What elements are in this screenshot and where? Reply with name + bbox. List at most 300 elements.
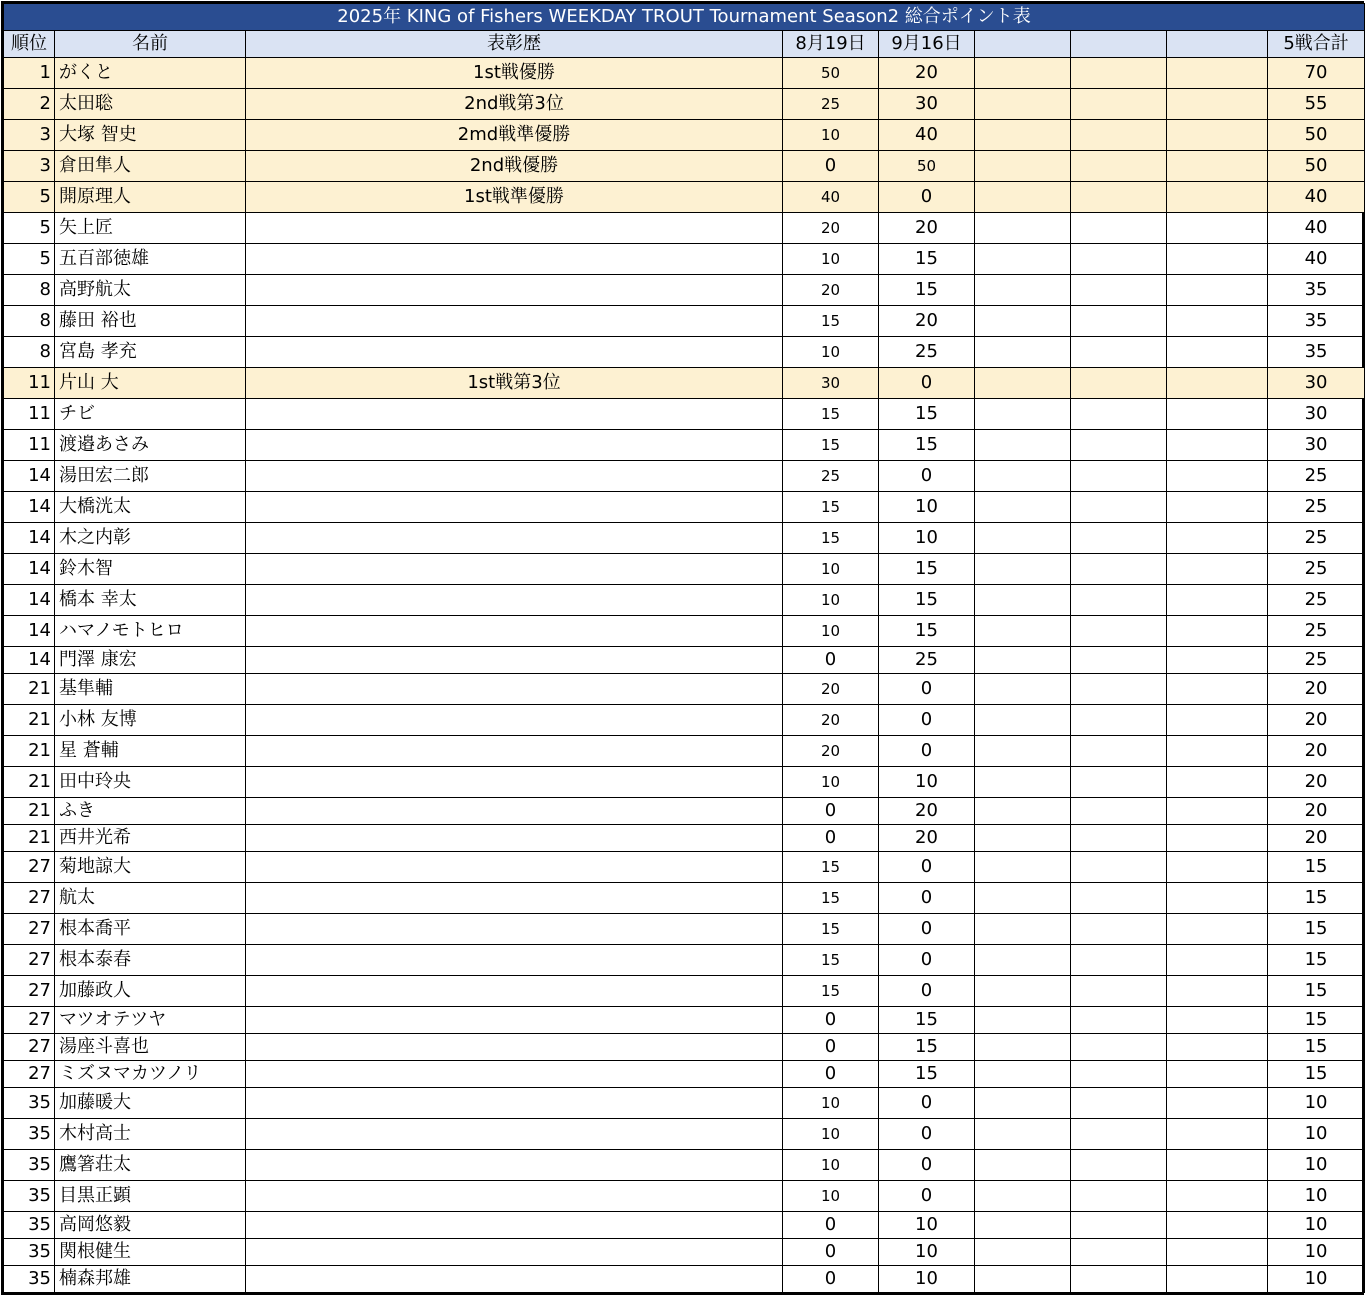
table-row [4,213,1365,244]
header-award: 表彰歴 [246,31,783,58]
name-cell: 五百部徳雄 [55,244,246,275]
name-cell: 田中玲央 [55,767,246,798]
award-cell [246,399,783,430]
round-1-cell: 0 [783,798,879,825]
round-3-cell [975,705,1071,736]
rank-cell: 35 [4,1150,55,1181]
round-2-cell: 0 [879,182,975,213]
name-cell: ハマノモトヒロ [55,616,246,647]
name-cell: マツオテツヤ [55,1007,246,1034]
round-4-cell [1071,705,1167,736]
total-cell: 35 [1268,337,1365,368]
table-row [4,89,1365,120]
name-cell: 片山 大 [55,368,246,399]
award-cell [246,647,783,674]
name-cell: 開原理人 [55,182,246,213]
rank-cell: 14 [4,523,55,554]
rank-cell: 21 [4,705,55,736]
round-5-cell [1167,1007,1268,1034]
award-cell [246,337,783,368]
header-round-3 [975,31,1071,58]
round-3-cell [975,798,1071,825]
table-row [4,244,1365,275]
round-1-cell: 0 [783,151,879,182]
round-4-cell [1071,182,1167,213]
name-cell: ふき [55,798,246,825]
round-3-cell [975,736,1071,767]
total-cell: 15 [1268,1007,1365,1034]
name-cell: チビ [55,399,246,430]
round-3-cell [975,647,1071,674]
round-3-cell [975,1119,1071,1150]
round-4-cell [1071,585,1167,616]
total-cell: 20 [1268,767,1365,798]
round-2-cell: 0 [879,674,975,705]
total-cell: 10 [1268,1266,1365,1293]
round-4-cell [1071,306,1167,337]
rank-cell: 21 [4,736,55,767]
name-cell: 木村高士 [55,1119,246,1150]
round-5-cell [1167,767,1268,798]
award-cell [246,1034,783,1061]
round-3-cell [975,616,1071,647]
total-cell: 10 [1268,1088,1365,1119]
round-3-cell [975,461,1071,492]
total-cell: 10 [1268,1239,1365,1266]
name-cell: 小林 友博 [55,705,246,736]
name-cell: 渡邉あさみ [55,430,246,461]
round-5-cell [1167,492,1268,523]
table-row [4,182,1365,213]
table-row [4,825,1365,852]
round-4-cell [1071,736,1167,767]
table-row [4,1088,1365,1119]
round-4-cell [1071,1181,1167,1212]
round-2-cell: 15 [879,244,975,275]
rank-cell: 8 [4,275,55,306]
table-row [4,1181,1365,1212]
name-cell: 湯田宏二郎 [55,461,246,492]
table-row [4,368,1365,399]
total-cell: 35 [1268,275,1365,306]
round-4-cell [1071,1034,1167,1061]
rank-cell: 14 [4,492,55,523]
rank-cell: 27 [4,976,55,1007]
round-4-cell [1071,647,1167,674]
round-1-cell: 15 [783,976,879,1007]
round-1-cell: 15 [783,306,879,337]
round-5-cell [1167,1088,1268,1119]
name-cell: 太田聡 [55,89,246,120]
round-3-cell [975,1034,1071,1061]
rank-cell: 27 [4,914,55,945]
round-5-cell [1167,798,1268,825]
table-row [4,674,1365,705]
round-3-cell [975,430,1071,461]
round-3-cell [975,182,1071,213]
round-3-cell [975,1007,1071,1034]
name-cell: 高岡悠毅 [55,1212,246,1239]
award-cell [246,736,783,767]
round-1-cell: 10 [783,616,879,647]
award-cell [246,213,783,244]
round-3-cell [975,1212,1071,1239]
round-4-cell [1071,798,1167,825]
award-cell [246,1150,783,1181]
total-cell: 15 [1268,852,1365,883]
name-cell: 航太 [55,883,246,914]
round-2-cell: 10 [879,523,975,554]
round-5-cell [1167,852,1268,883]
round-3-cell [975,1088,1071,1119]
round-1-cell: 20 [783,213,879,244]
total-cell: 50 [1268,120,1365,151]
round-1-cell: 0 [783,1061,879,1088]
round-3-cell [975,151,1071,182]
total-cell: 70 [1268,58,1365,89]
total-cell: 15 [1268,1061,1365,1088]
award-cell [246,306,783,337]
round-3-cell [975,767,1071,798]
table-row [4,1119,1365,1150]
round-3-cell [975,1266,1071,1293]
rank-cell: 27 [4,1061,55,1088]
round-5-cell [1167,705,1268,736]
round-3-cell [975,825,1071,852]
round-2-cell: 0 [879,883,975,914]
round-5-cell [1167,399,1268,430]
total-cell: 15 [1268,976,1365,1007]
total-cell: 15 [1268,914,1365,945]
rank-cell: 14 [4,554,55,585]
total-cell: 40 [1268,244,1365,275]
total-cell: 20 [1268,825,1365,852]
round-1-cell: 10 [783,1150,879,1181]
table-row [4,945,1365,976]
award-cell: 1st戦準優勝 [246,182,783,213]
round-1-cell: 25 [783,461,879,492]
round-3-cell [975,244,1071,275]
round-2-cell: 0 [879,1088,975,1119]
rank-cell: 11 [4,430,55,461]
round-3-cell [975,883,1071,914]
total-cell: 10 [1268,1212,1365,1239]
award-cell [246,616,783,647]
round-4-cell [1071,1239,1167,1266]
rank-cell: 21 [4,767,55,798]
round-3-cell [975,914,1071,945]
table-row [4,852,1365,883]
round-4-cell [1071,554,1167,585]
round-2-cell: 0 [879,461,975,492]
round-2-cell: 20 [879,798,975,825]
table-row [4,554,1365,585]
table-row [4,1007,1365,1034]
rank-cell: 35 [4,1088,55,1119]
rank-cell: 35 [4,1181,55,1212]
table-row [4,647,1365,674]
round-5-cell [1167,674,1268,705]
round-5-cell [1167,976,1268,1007]
round-2-cell: 0 [879,705,975,736]
header-total: 5戦合計 [1268,31,1365,58]
rank-cell: 1 [4,58,55,89]
award-cell [246,945,783,976]
round-1-cell: 10 [783,767,879,798]
round-1-cell: 15 [783,523,879,554]
name-cell: 菊地諒大 [55,852,246,883]
round-3-cell [975,368,1071,399]
round-4-cell [1071,120,1167,151]
total-cell: 20 [1268,705,1365,736]
round-5-cell [1167,89,1268,120]
rank-cell: 5 [4,213,55,244]
award-cell [246,705,783,736]
round-3-cell [975,554,1071,585]
round-3-cell [975,585,1071,616]
round-5-cell [1167,1181,1268,1212]
round-4-cell [1071,1007,1167,1034]
round-2-cell: 10 [879,1212,975,1239]
award-cell [246,1088,783,1119]
round-4-cell [1071,1212,1167,1239]
round-4-cell [1071,275,1167,306]
award-cell [246,798,783,825]
round-1-cell: 30 [783,368,879,399]
table-row [4,1266,1365,1293]
round-2-cell: 20 [879,58,975,89]
round-5-cell [1167,1266,1268,1293]
award-cell [246,554,783,585]
round-4-cell [1071,368,1167,399]
total-cell: 10 [1268,1150,1365,1181]
rank-cell: 21 [4,798,55,825]
round-1-cell: 10 [783,1088,879,1119]
round-3-cell [975,674,1071,705]
header-round-1: 8月19日 [783,31,879,58]
total-cell: 30 [1268,399,1365,430]
round-5-cell [1167,430,1268,461]
round-5-cell [1167,523,1268,554]
name-cell: 関根健生 [55,1239,246,1266]
round-2-cell: 15 [879,1007,975,1034]
round-2-cell: 0 [879,852,975,883]
round-4-cell [1071,1266,1167,1293]
name-cell: 加藤暖大 [55,1088,246,1119]
award-cell: 2nd戦第3位 [246,89,783,120]
table-row [4,58,1365,89]
header-round-4 [1071,31,1167,58]
award-cell [246,585,783,616]
round-5-cell [1167,825,1268,852]
total-cell: 10 [1268,1181,1365,1212]
award-cell [246,492,783,523]
table-row [4,976,1365,1007]
round-5-cell [1167,945,1268,976]
name-cell: 木之内彰 [55,523,246,554]
award-cell [246,852,783,883]
round-5-cell [1167,58,1268,89]
rank-cell: 5 [4,182,55,213]
round-5-cell [1167,736,1268,767]
rank-cell: 27 [4,852,55,883]
round-2-cell: 20 [879,306,975,337]
name-cell: 大塚 智史 [55,120,246,151]
name-cell: 高野航太 [55,275,246,306]
round-5-cell [1167,120,1268,151]
total-cell: 30 [1268,368,1365,399]
round-4-cell [1071,825,1167,852]
round-3-cell [975,213,1071,244]
round-1-cell: 20 [783,674,879,705]
round-2-cell: 10 [879,1239,975,1266]
round-5-cell [1167,1034,1268,1061]
round-2-cell: 0 [879,1119,975,1150]
round-5-cell [1167,337,1268,368]
round-1-cell: 15 [783,914,879,945]
round-4-cell [1071,1150,1167,1181]
round-1-cell: 10 [783,1181,879,1212]
award-cell [246,523,783,554]
total-cell: 50 [1268,151,1365,182]
total-cell: 40 [1268,213,1365,244]
round-3-cell [975,1181,1071,1212]
points-table [3,3,1365,1293]
name-cell: 湯座斗喜也 [55,1034,246,1061]
round-2-cell: 0 [879,736,975,767]
total-cell: 25 [1268,585,1365,616]
total-cell: 25 [1268,461,1365,492]
round-3-cell [975,1150,1071,1181]
table-row [4,306,1365,337]
award-cell [246,1239,783,1266]
round-2-cell: 0 [879,1181,975,1212]
name-cell: ミズヌマカツノリ [55,1061,246,1088]
total-cell: 25 [1268,554,1365,585]
award-cell [246,883,783,914]
table-row [4,1061,1365,1088]
round-5-cell [1167,1150,1268,1181]
award-cell [246,1061,783,1088]
round-2-cell: 50 [879,151,975,182]
round-1-cell: 0 [783,1212,879,1239]
rank-cell: 27 [4,1007,55,1034]
round-4-cell [1071,883,1167,914]
name-cell: 鈴木智 [55,554,246,585]
table-row [4,1034,1365,1061]
award-cell [246,1119,783,1150]
total-cell: 20 [1268,798,1365,825]
total-cell: 20 [1268,674,1365,705]
rank-cell: 3 [4,151,55,182]
round-3-cell [975,399,1071,430]
round-2-cell: 15 [879,554,975,585]
award-cell [246,1007,783,1034]
rank-cell: 35 [4,1266,55,1293]
round-5-cell [1167,616,1268,647]
table-row [4,1212,1365,1239]
award-cell [246,825,783,852]
total-cell: 55 [1268,89,1365,120]
round-1-cell: 0 [783,1034,879,1061]
rank-cell: 5 [4,244,55,275]
round-1-cell: 10 [783,120,879,151]
rank-cell: 11 [4,368,55,399]
round-1-cell: 25 [783,89,879,120]
total-cell: 40 [1268,182,1365,213]
total-cell: 15 [1268,1034,1365,1061]
round-2-cell: 15 [879,430,975,461]
round-4-cell [1071,945,1167,976]
rank-cell: 14 [4,461,55,492]
round-4-cell [1071,1061,1167,1088]
award-cell: 2nd戦優勝 [246,151,783,182]
round-4-cell [1071,461,1167,492]
table-row [4,798,1365,825]
award-cell: 1st戦優勝 [246,58,783,89]
award-cell [246,976,783,1007]
round-2-cell: 40 [879,120,975,151]
round-4-cell [1071,852,1167,883]
round-5-cell [1167,213,1268,244]
table-row [4,461,1365,492]
header-name: 名前 [55,31,246,58]
round-3-cell [975,306,1071,337]
rank-cell: 21 [4,825,55,852]
round-2-cell: 20 [879,825,975,852]
name-cell: 藤田 裕也 [55,306,246,337]
round-5-cell [1167,585,1268,616]
award-cell [246,461,783,492]
round-3-cell [975,523,1071,554]
table-row [4,914,1365,945]
round-2-cell: 15 [879,616,975,647]
name-cell: 宮島 孝充 [55,337,246,368]
header-row [4,31,1365,58]
total-cell: 25 [1268,492,1365,523]
round-4-cell [1071,430,1167,461]
award-cell [246,244,783,275]
round-1-cell: 10 [783,337,879,368]
round-3-cell [975,337,1071,368]
title-row [4,4,1365,31]
round-5-cell [1167,151,1268,182]
round-4-cell [1071,1088,1167,1119]
round-5-cell [1167,244,1268,275]
total-cell: 25 [1268,616,1365,647]
round-3-cell [975,976,1071,1007]
name-cell: 西井光希 [55,825,246,852]
name-cell: 加藤政人 [55,976,246,1007]
round-2-cell: 15 [879,399,975,430]
name-cell: 基隼輔 [55,674,246,705]
rank-cell: 11 [4,399,55,430]
round-5-cell [1167,306,1268,337]
round-4-cell [1071,976,1167,1007]
round-4-cell [1071,914,1167,945]
round-5-cell [1167,1061,1268,1088]
table-row [4,1150,1365,1181]
table-row [4,705,1365,736]
round-2-cell: 15 [879,1061,975,1088]
rank-cell: 35 [4,1119,55,1150]
round-5-cell [1167,1119,1268,1150]
award-cell [246,275,783,306]
round-2-cell: 15 [879,1034,975,1061]
round-4-cell [1071,616,1167,647]
table-row [4,883,1365,914]
round-2-cell: 0 [879,368,975,399]
